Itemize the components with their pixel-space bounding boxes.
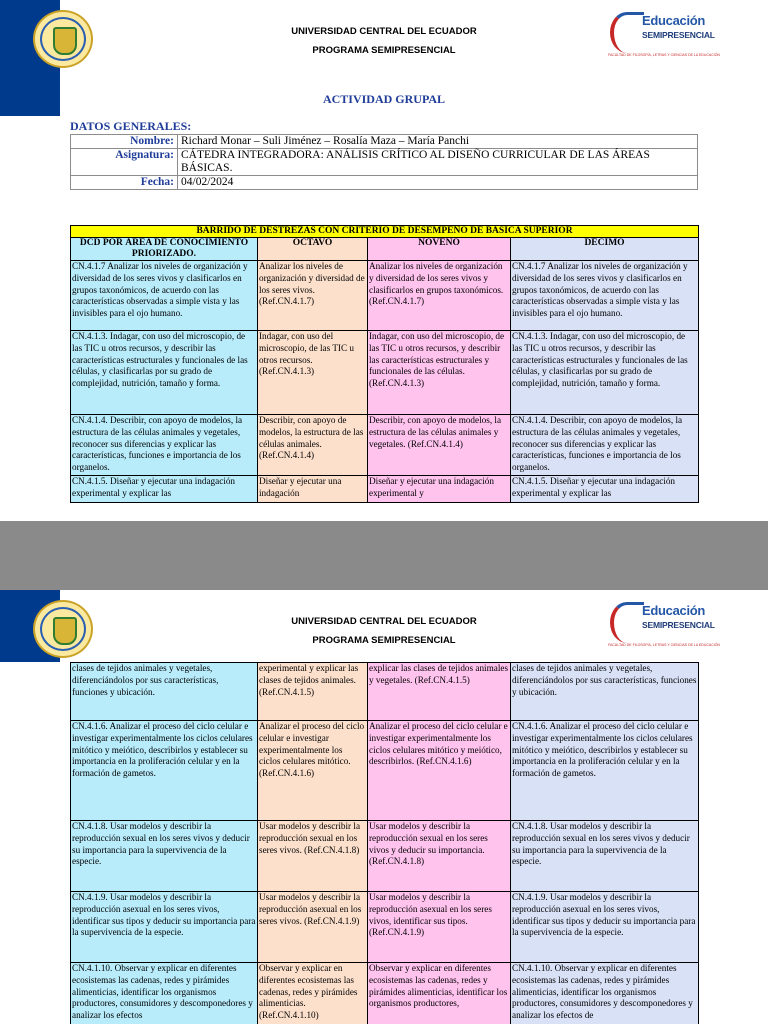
cell-octavo: Diseñar y ejecutar una indagación xyxy=(258,476,368,503)
educacion-semipresencial-logo: Educación SEMIPRESENCIAL FACULTAD DE FILOSOFÍA, LETRAS Y CIENCIAS DE LA EDUCACIÓN xyxy=(608,603,720,647)
table-row xyxy=(71,663,699,721)
cell-noveno: Analizar el proceso del ciclo celular e investigar experimentalmente los ciclos celulares mitótico y meiótico, describirlos. (Ref.CN.4.1.6) xyxy=(368,721,511,821)
table-row xyxy=(71,721,699,821)
cell-octavo: experimental y explicar las clases de tejidos animales. (Ref.CN.4.1.5) xyxy=(258,663,368,721)
cell-octavo: Usar modelos y describir la reproducción asexual en los seres vivos. (Ref.CN.4.1.9) xyxy=(258,892,368,963)
cell-dcd: CN.4.1.6. Analizar el proceso del ciclo celular e investigar experimentalmente los ciclos celulares mitótico y meiótico, describirlos y establecer su importancia en la proliferación celular y en la formación de gametos. xyxy=(71,721,258,821)
field-key: Fecha: xyxy=(71,176,178,190)
cell-dcd: CN.4.1.4. Describir, con apoyo de modelos, la estructura de las células animales y vegetales, reconocer sus diferencias y explicar las características, funciones e importancia de los organelos. xyxy=(71,415,258,476)
cell-noveno: Usar modelos y describir la reproducción sexual en los seres vivos y deducir su importancia. (Ref.CN.4.1.8) xyxy=(368,821,511,892)
cell-octavo: Describir, con apoyo de modelos, la estructura de las células animales. (Ref.CN.4.1.4) xyxy=(258,415,368,476)
field-value: CÁTEDRA INTEGRADORA: ANÁLISIS CRÍTICO AL DISEÑO CURRICULAR DE LAS ÁREAS BÁSICAS. xyxy=(178,149,698,176)
cell-noveno: Indagar, con uso del microscopio, de las TIC u otros recursos, y describir las características estructurales y funcionales de las células. (Ref.CN.4.1.3) xyxy=(368,331,511,415)
table-row xyxy=(71,821,699,892)
skills-table-part-2 xyxy=(70,662,699,1024)
cell-dcd: CN.4.1.10. Observar y explicar en diferentes ecosistemas las cadenas, redes y pirámides alimenticias, identificar los organismos productores, consumidores y descomponedores y analizar los efectos xyxy=(71,963,258,1024)
header-decimo: DÉCIMO xyxy=(511,238,699,261)
general-data-label: DATOS GENERALES: xyxy=(70,119,192,133)
general-data-table xyxy=(70,134,698,190)
cell-noveno: Analizar los niveles de organización y diversidad de los seres vivos y clasificarlos en grupos taxonómicos. (Ref.CN.4.1.7) xyxy=(368,261,511,331)
table-row xyxy=(71,331,699,415)
cell-octavo: Analizar el proceso del ciclo celular e investigar experimentalmente los ciclos celulares mitótico. (Ref.CN.4.1.6) xyxy=(258,721,368,821)
cell-decimo: CN.4.1.10. Observar y explicar en diferentes ecosistemas las cadenas, redes y pirámides alimenticias, identificar los organismos productores, consumidores y descomponedores y analizar los efectos de xyxy=(511,963,699,1024)
cell-octavo: Analizar los niveles de organización y diversidad de los seres vivos. (Ref.CN.4.1.7) xyxy=(258,261,368,331)
cell-decimo: CN.4.1.6. Analizar el proceso del ciclo celular e investigar experimentalmente los ciclos celulares mitótico y meiótico, describirlos y establecer su importancia en la proliferación celular y en la formación de gametos. xyxy=(511,721,699,821)
cell-noveno: Describir, con apoyo de modelos, la estructura de las células animales y vegetales. (Ref.CN.4.1.4) xyxy=(368,415,511,476)
cell-decimo: CN.4.1.9. Usar modelos y describir la reproducción asexual en los seres vivos, identificar sus tipos y deducir su importancia para la supervivencia de la especie. xyxy=(511,892,699,963)
program-name: PROGRAMA SEMIPRESENCIAL xyxy=(312,45,456,56)
cell-noveno: Observar y explicar en diferentes ecosistemas las cadenas, redes y pirámides alimenticias, identificar los organismos productores, xyxy=(368,963,511,1024)
field-key: Asignatura: xyxy=(71,149,178,176)
table-title: BARRIDO DE DESTREZAS CON CRITERIO DE DESEMPEÑO DE BÁSICA SUPERIOR xyxy=(71,226,699,238)
header-dcd: DCD POR ÁREA DE CONOCIMIENTO PRIORIZADO. xyxy=(71,238,258,261)
cell-decimo: CN.4.1.4. Describir, con apoyo de modelos, la estructura de las células animales y vegetales, reconocer sus diferencias y explicar las características, funciones e importancia de los organelos. xyxy=(511,415,699,476)
cell-dcd: CN.4.1.5. Diseñar y ejecutar una indagación experimental y explicar las xyxy=(71,476,258,503)
table-row xyxy=(71,476,699,503)
cell-noveno: Usar modelos y describir la reproducción asexual en los seres vivos, identificar sus tipos. (Ref.CN.4.1.9) xyxy=(368,892,511,963)
university-seal-logo xyxy=(33,600,93,658)
cell-decimo: CN.4.1.3. Indagar, con uso del microscopio, de las TIC u otros recursos, y describir las características estructurales y funcionales de las células, y clasificarlas por su grado de complejidad, nutrición, tamaño y forma. xyxy=(511,331,699,415)
cell-noveno: Diseñar y ejecutar una indagación experimental y xyxy=(368,476,511,503)
header-noveno: NOVENO xyxy=(368,238,511,261)
table-row xyxy=(71,892,699,963)
cell-noveno: explicar las clases de tejidos animales y vegetales. (Ref.CN.4.1.5) xyxy=(368,663,511,721)
university-seal-logo xyxy=(33,10,93,68)
field-value: Richard Monar – Suli Jiménez – Rosalía Maza – María Panchi xyxy=(178,135,698,149)
cell-dcd: CN.4.1.8. Usar modelos y describir la reproducción sexual en los seres vivos y deducir su importancia para la supervivencia de la especie. xyxy=(71,821,258,892)
cell-decimo: clases de tejidos animales y vegetales, diferenciándolos por sus características, funciones y ubicación. xyxy=(511,663,699,721)
field-key: Nombre: xyxy=(71,135,178,149)
general-row-subject xyxy=(71,149,698,176)
activity-title: ACTIVIDAD GRUPAL xyxy=(322,92,446,106)
university-name: UNIVERSIDAD CENTRAL DEL ECUADOR xyxy=(291,616,477,627)
cell-dcd: CN.4.1.7 Analizar los niveles de organización y diversidad de los seres vivos y clasificarlos en grupos taxonómicos, de acuerdo con las características observadas a simple vista y las invisibles para el ojo humano. xyxy=(71,261,258,331)
cell-decimo: CN.4.1.5. Diseñar y ejecutar una indagación experimental y explicar las xyxy=(511,476,699,503)
header-octavo: OCTAVO xyxy=(258,238,368,261)
document-page-2 xyxy=(0,590,768,1024)
table-header-row xyxy=(71,238,699,261)
cell-octavo: Usar modelos y describir la reproducción sexual en los seres vivos. (Ref.CN.4.1.8) xyxy=(258,821,368,892)
cell-decimo: CN.4.1.7 Analizar los niveles de organización y diversidad de los seres vivos y clasificarlos en grupos taxonómicos, de acuerdo con las características observadas a simple vista y las invisibles para el ojo humano. xyxy=(511,261,699,331)
program-name: PROGRAMA SEMIPRESENCIAL xyxy=(312,635,456,646)
general-row-date xyxy=(71,176,698,190)
cell-octavo: Indagar, con uso del microscopio, de las TIC u otros recursos. (Ref.CN.4.1.3) xyxy=(258,331,368,415)
cell-dcd: CN.4.1.9. Usar modelos y describir la reproducción asexual en los seres vivos, identificar sus tipos y deducir su importancia para la supervivencia de la especie. xyxy=(71,892,258,963)
general-row-name xyxy=(71,135,698,149)
table-row xyxy=(71,963,699,1024)
table-row xyxy=(71,261,699,331)
table-row xyxy=(71,415,699,476)
cell-decimo: CN.4.1.8. Usar modelos y describir la reproducción sexual en los seres vivos y deducir su importancia para la supervivencia de la especie. xyxy=(511,821,699,892)
cell-octavo: Observar y explicar en diferentes ecosistemas las cadenas, redes y pirámides alimenticias. (Ref.CN.4.1.10) xyxy=(258,963,368,1024)
educacion-semipresencial-logo: Educación SEMIPRESENCIAL FACULTAD DE FILOSOFÍA, LETRAS Y CIENCIAS DE LA EDUCACIÓN xyxy=(608,13,720,57)
skills-table-part-1 xyxy=(70,225,699,503)
cell-dcd: clases de tejidos animales y vegetales, diferenciándolos por sus características, funciones y ubicación. xyxy=(71,663,258,721)
university-name: UNIVERSIDAD CENTRAL DEL ECUADOR xyxy=(291,26,477,37)
field-value: 04/02/2024 xyxy=(178,176,698,190)
cell-dcd: CN.4.1.3. Indagar, con uso del microscopio, de las TIC u otros recursos, y describir las características estructurales y funcionales de las células, y clasificarlas por su grado de complejidad, nutrición, tamaño y forma. xyxy=(71,331,258,415)
